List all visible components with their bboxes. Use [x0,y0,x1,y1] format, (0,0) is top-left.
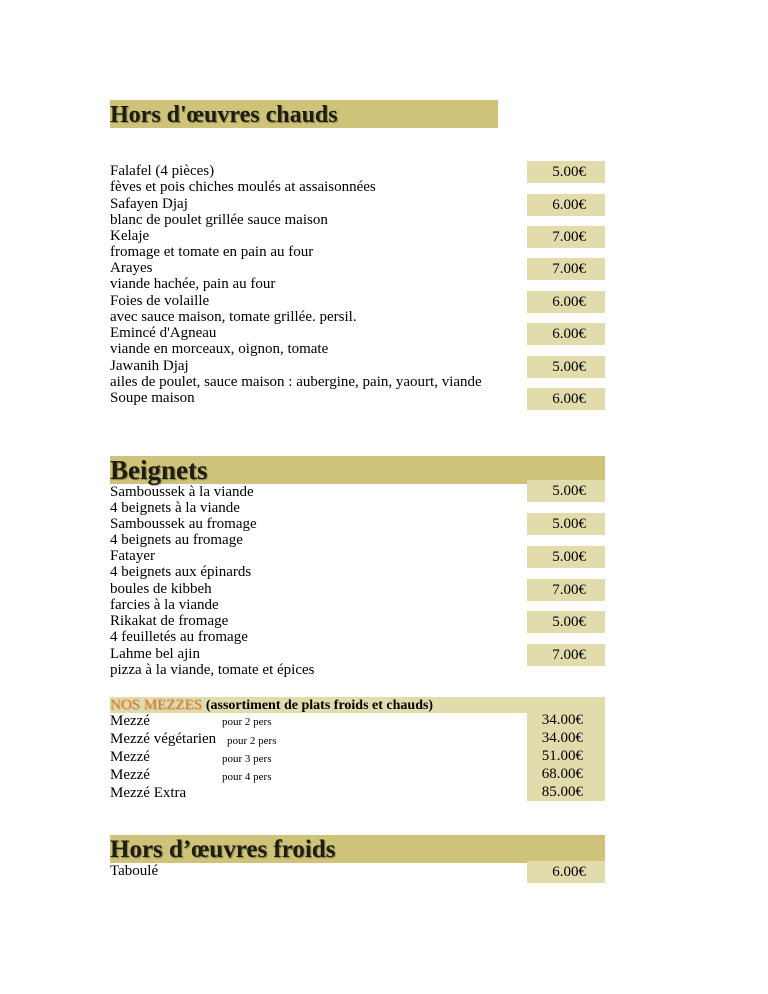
menu-item-desc: viande en morceaux, oignon, tomate [110,341,329,357]
menu-item-name: Rikakat de fromage [110,613,229,629]
menu-item-name: Soupe maison [110,390,195,406]
menu-item-price: 5.00€ [527,356,605,378]
menu-item-price: 7.00€ [527,258,605,280]
mezzes-title: NOS MEZZES [110,697,203,713]
menu-item-price: 6.00€ [527,194,605,216]
menu-item-desc: ailes de poulet, sauce maison : aubergine, pain, yaourt, viande [110,374,482,390]
menu-item-name: boules de kibbeh [110,581,212,597]
mezze-price: 34.00€ [527,711,605,729]
menu-item-name: Fatayer [110,548,155,564]
menu-item-price: 6.00€ [527,388,605,410]
menu-item-name: Taboulé [110,863,159,879]
menu-item-name: Safayen Djaj [110,196,188,212]
menu-item-desc: blanc de poulet grillée sauce maison [110,212,328,228]
section-title-hot: Hors d'œuvres chauds [110,102,338,128]
menu-item-price: 7.00€ [527,226,605,248]
menu-item-desc: fèves et pois chiches moulés at assaisonnées [110,179,376,195]
menu-item-price: 5.00€ [527,611,605,633]
menu-item-desc: pizza à la viande, tomate et épices [110,662,315,678]
section-title-beignets: Beignets [110,455,208,485]
menu-item-name: Arayes [110,260,153,276]
menu-item-desc: fromage et tomate en pain au four [110,244,314,260]
menu-item-price: 6.00€ [527,323,605,345]
menu-item-price: 5.00€ [527,513,605,535]
mezze-people: pour 3 pers [222,753,272,765]
menu-item-desc: avec sauce maison, tomate grillée. persil. [110,309,357,325]
menu-item-name: Jawanih Djaj [110,358,189,374]
menu-item-desc: 4 beignets aux épinards [110,564,252,580]
menu-item-desc: farcies à la viande [110,597,219,613]
menu-item-name: Emincé d'Agneau [110,325,217,341]
menu-item-price: 6.00€ [527,861,605,883]
menu-item-name: Foies de volaille [110,293,210,309]
menu-item-desc: 4 beignets à la viande [110,500,240,516]
menu-item-price: 6.00€ [527,291,605,313]
mezze-price: 51.00€ [527,747,605,765]
mezze-price: 68.00€ [527,765,605,783]
menu-item-desc: 4 beignets au fromage [110,532,243,548]
mezze-name: Mezzé végétarien [110,731,217,747]
menu-item-price: 5.00€ [527,480,605,502]
menu-item-price: 7.00€ [527,644,605,666]
section-title-cold: Hors d’œuvres froids [110,836,336,863]
mezze-name: Mezzé Extra [110,785,187,801]
mezze-price: 34.00€ [527,729,605,747]
menu-item-name: Lahme bel ajin [110,646,200,662]
mezze-name: Mezzé [110,749,150,765]
mezzes-subtitle: (assortiment de plats froids et chauds) [205,698,434,713]
menu-item-desc: viande hachée, pain au four [110,276,276,292]
menu-item-name: Samboussek à la viande [110,484,254,500]
mezze-price: 85.00€ [527,783,605,801]
menu-item-price: 5.00€ [527,161,605,183]
menu-item-name: Kelaje [110,228,150,244]
menu-item-name: Falafel (4 pièces) [110,163,215,179]
mezze-people: pour 2 pers [227,735,277,747]
mezze-name: Mezzé [110,767,150,783]
mezze-name: Mezzé [110,713,150,729]
menu-item-price: 7.00€ [527,579,605,601]
mezze-people: pour 4 pers [222,771,272,783]
menu-item-price: 5.00€ [527,546,605,568]
mezze-people: pour 2 pers [222,716,272,728]
menu-item-name: Samboussek au fromage [110,516,257,532]
menu-item-desc: 4 feuilletés au fromage [110,629,248,645]
